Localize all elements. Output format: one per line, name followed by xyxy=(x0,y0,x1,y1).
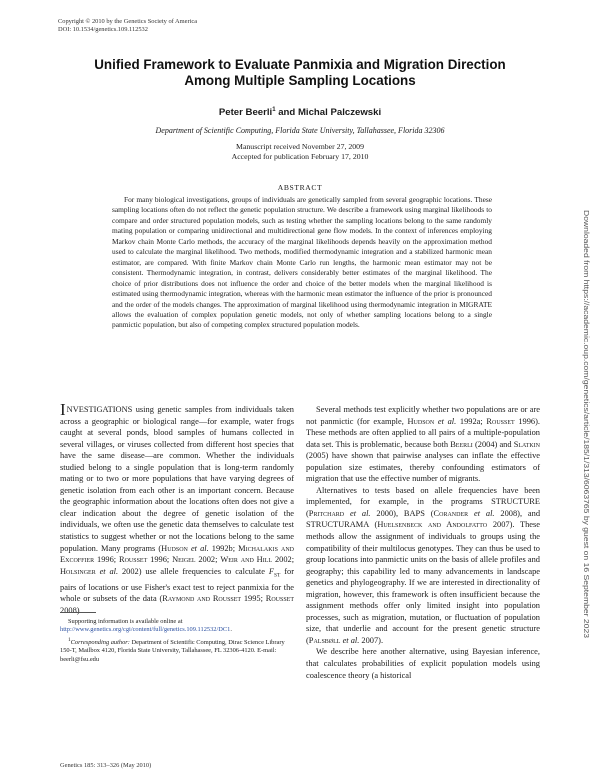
download-watermark-text: Downloaded from https://academic.oup.com/genetics/article/185/1/313/6063765 by guest on 16 September 2023 xyxy=(582,210,591,579)
author-footnote-mark: 1 xyxy=(272,107,276,113)
abstract-heading: ABSTRACT xyxy=(277,183,323,192)
accepted-date: Accepted for publication February 17, 2010 xyxy=(231,152,369,161)
author-list xyxy=(60,107,540,118)
article-title xyxy=(60,57,540,89)
intro-paragraph: INVESTIGATIONS using genetic samples from individuals taken across a geographic or biological range—for example, water frogs caught at several ponds, blood samples of humans collected in several villages, or viruses collected from different host species that have the same disease—are common. Whether the individuals studied belong to a single population that is long-term randomly mating or to two or more populations that have varying degrees of genetic isolation from each other is an important concern. Because the geographic information about the locations often does not give a clear indication about the degree of genetic isolation of the individuals, we often use the genetic data themselves to calculate test statistics to suggest whether or not the locations belong to the same population. Many programs (Hudson et al. 1992b; Michalakis and Excoffier 1996; Rousset 1996; Neigel 2002; Weir and Hill 2002; Holsinger et al. 2002) use allele frequencies to calculate $F_{ST}$ for pairs of locations or use Fisher's exact test to reject panmixia for the whole or subsets of the data (Raymond and Rousset 1995; Rousset 2008). xyxy=(60,400,295,615)
supporting-info-note: Supporting information is available online at http://www.genetics.org/cgi/content/full/genetics.109.112532/DC1. xyxy=(60,618,232,634)
received-date: Manuscript received November 27, 2009 xyxy=(236,142,364,151)
author-conjunction: and xyxy=(275,107,298,119)
abstract-text: For many biological investigations, groups of individuals are genetically sampled from several geographic locations. These sampling locations often do not reflect the genetic population structure. We describe a framework using marginal likelihoods to compare and order structured population models, such as testing whether the sampling locations belong to the same randomly mating population or comparing unidirectional and multidirectional gene flow models. In the context of inferences employing Markov chain Monte Carlo methods, the accuracy of the marginal likelihoods depends heavily on the approximation method used to calculate the marginal likelihood. Two methods, modified thermodynamic integration and a stabilized harmonic mean estimator, are compared. With finite Markov chain Monte Carlo run lengths, the harmonic mean estimator may not be consistent. Thermodynamic integration, in contrast, delivers considerably better estimates of the marginal likelihood. The choice of prior distributions does not influence the order and choice of the better models when the marginal likelihood is estimated using thermodynamic integration, whereas with the harmonic mean estimator the influence of the prior is pronounced and the order of the models changes. The approximation of marginal likelihood using thermodynamic integration in MIGRATE allows the evaluation of complex population genetic models, not only of whether sampling locations belong to a single panmictic population, but also of competing complex structured population models. xyxy=(112,195,492,330)
author-beerli: Peter Beerli xyxy=(218,107,273,119)
corresponding-author-note: $^1$Corresponding author: Department of Scientific Computing, Dirac Science Library 150-T, Mailbox 4120, Florida State University, Tallahassee, FL 32306-4120. E-mail: beerli@fsu.edu xyxy=(60,637,285,663)
methods-paragraph: Several methods test explicitly whether two populations are or are not panmictic (for example, Hudson et al. 1992a; Rousset 1996). These methods are often applied to all pairs of a multiple-population data set. This is problematic, because both Beerli (2004) and Slatkin (2005) have shown that pairwise analyses can inflate the effective population size estimates, thereby confounding estimators of migration that use the effective number of migrants. xyxy=(306,405,541,484)
affiliation: Department of Scientific Computing, Florida State University, Tallahassee, Florida 32306 xyxy=(155,126,445,135)
right-column xyxy=(306,404,540,681)
footnote-divider xyxy=(60,612,96,613)
download-watermark-svg xyxy=(575,210,589,640)
drop-cap: I xyxy=(60,400,66,419)
download-watermark xyxy=(575,210,589,640)
author-palczewski: Michal Palczewski xyxy=(297,107,382,119)
footnotes xyxy=(60,618,294,666)
manuscript-dates xyxy=(60,142,540,162)
title-line-2: Among Multiple Sampling Locations xyxy=(184,73,416,88)
page-footer: Genetics 185: 313–326 (May 2010) xyxy=(60,762,152,769)
doi-line: DOI: 10.1534/genetics.109.112532 xyxy=(58,26,148,33)
alternatives-paragraph: Alternatives to tests based on allele frequencies have been implemented, for example, in the programs STRUCTURE (Pritchard et al. 2000), BAPS (Corander et al. 2008), and STRUCTURAMA (Huelsenbeck and Andolfatto 2007). These methods allow the assignment of individuals to groups using the compatibility of their multilocus genotypes. They can thus be used to group locations into panmictic units on the basis of allele profiles and geography; this capability led to many advancements in landscape genetics and phylogeography. If we are interested in directionality of migration, however, this framework is often insufficient because the assignment methods offer only limited insight into population processes, such as migration, mutation, or fluctuation of population size, that underlie and account for the present genetic structure (Palsbøll et al. 2007). xyxy=(306,485,541,645)
bayesian-paragraph: We describe here another alternative, using Bayesian inference, that calculates probabilities of explicit population models using coalescence theory (a historical xyxy=(306,647,540,680)
left-column xyxy=(60,400,295,617)
title-line-1: Unified Framework to Evaluate Panmixia and Migration Direction xyxy=(94,57,506,72)
supporting-info-link[interactable]: http://www.genetics.org/cgi/content/full/genetics.109.112532/DC1 xyxy=(60,626,231,634)
journal-header xyxy=(58,18,197,34)
copyright-line: Copyright © 2010 by the Genetics Society of America xyxy=(58,18,198,25)
